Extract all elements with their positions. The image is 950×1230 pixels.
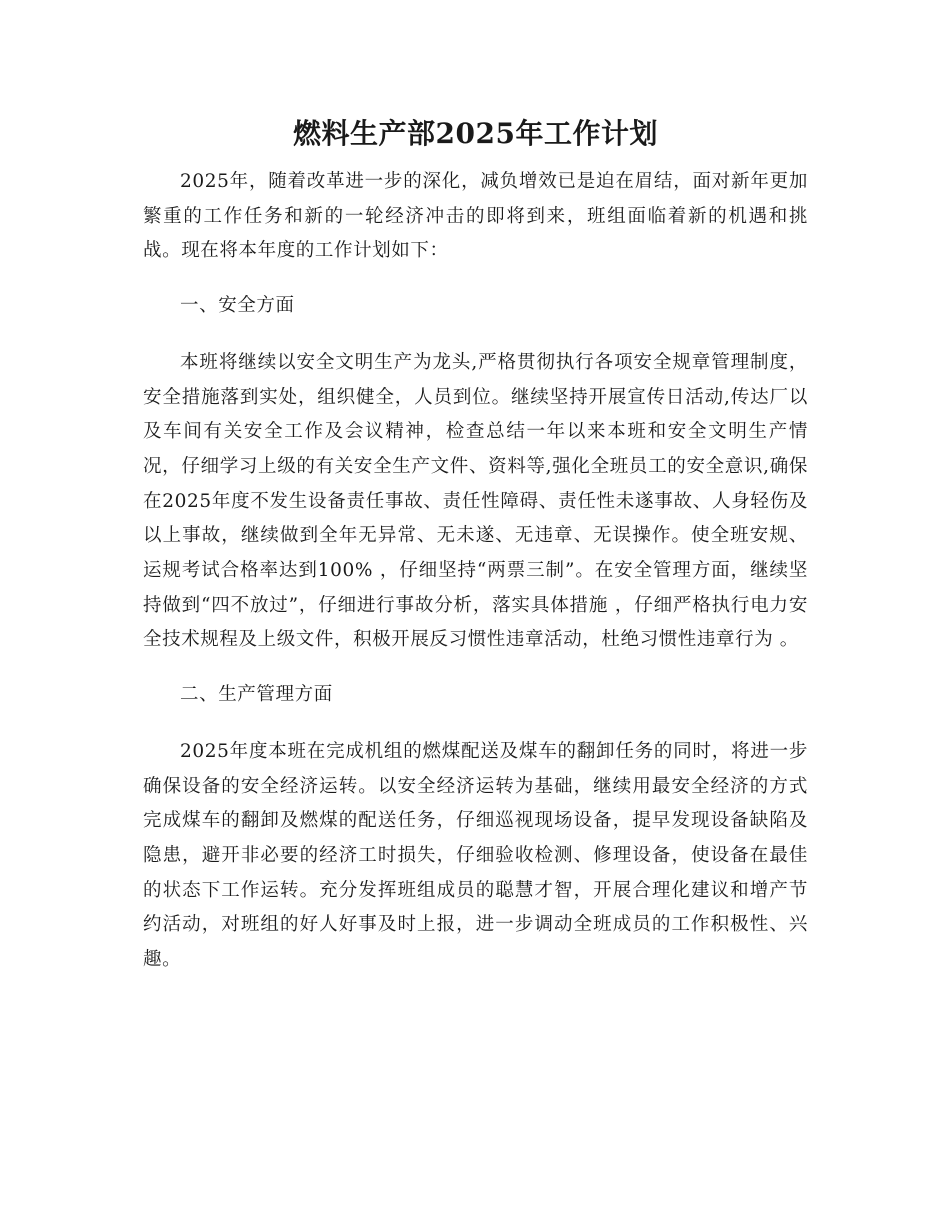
section-body-production: 2025年度本班在完成机组的燃煤配送及煤车的翻卸任务的同时，将进一步确保设备的安全经济运转。以安全经济运转为基础，继续用最安全经济的方式完成煤车的翻卸及燃煤的配送任务，仔细巡视现场设备，提早发现设备缺陷及隐患，避开非必要的经济工时损失，仔细验收检测、修理设备，使设备在最佳的状态下工作运转。充分发挥班组成员的聪慧才智，开展合理化建议和增产节约活动，对班组的好人好事及时上报，进一步调动全班成员的工作积极性、兴趣。: [143, 740, 808, 971]
section-heading-production: 二、生产管理方面: [180, 684, 333, 706]
section-heading-safety: 一、安全方面: [180, 295, 295, 317]
document-title: 燃料生产部2025年工作计划: [293, 117, 658, 150]
intro-paragraph: 2025年，随着改革进一步的深化，减负增效已是迫在眉结，面对新年更加繁重的工作任务和新的一轮经济冲击的即将到来，班组面临着新的机遇和挑战。现在将本年度的工作计划如下：: [143, 171, 808, 262]
section-body-safety: 本班将继续以安全文明生产为龙头,严格贯彻执行各项安全规章管理制度，安全措施落到实处，组织健全，人员到位。继续坚持开展宣传日活动,传达厂以及车间有关安全工作及会议精神，检查总结一年以来本班和安全文明生产情况，仔细学习上级的有关安全生产文件、资料等,强化全班员工的安全意识,确保在2025年度不发生设备责任事故、责任性障碍、责任性未遂事故、人身轻伤及以上事故，继续做到全年无异常、无未遂、无违章、无误操作。使全班安规、运规考试合格率达到100% ，仔细坚持“两票三制”。在安全管理方面，继续坚持做到“四不放过”，仔细进行事故分析，落实具体措施 ，仔细严格执行电力安全技术规程及上级文件，积极开展反习惯性违章活动，杜绝习惯性违章行为 。: [143, 351, 808, 651]
document-page: [143, 108, 808, 978]
